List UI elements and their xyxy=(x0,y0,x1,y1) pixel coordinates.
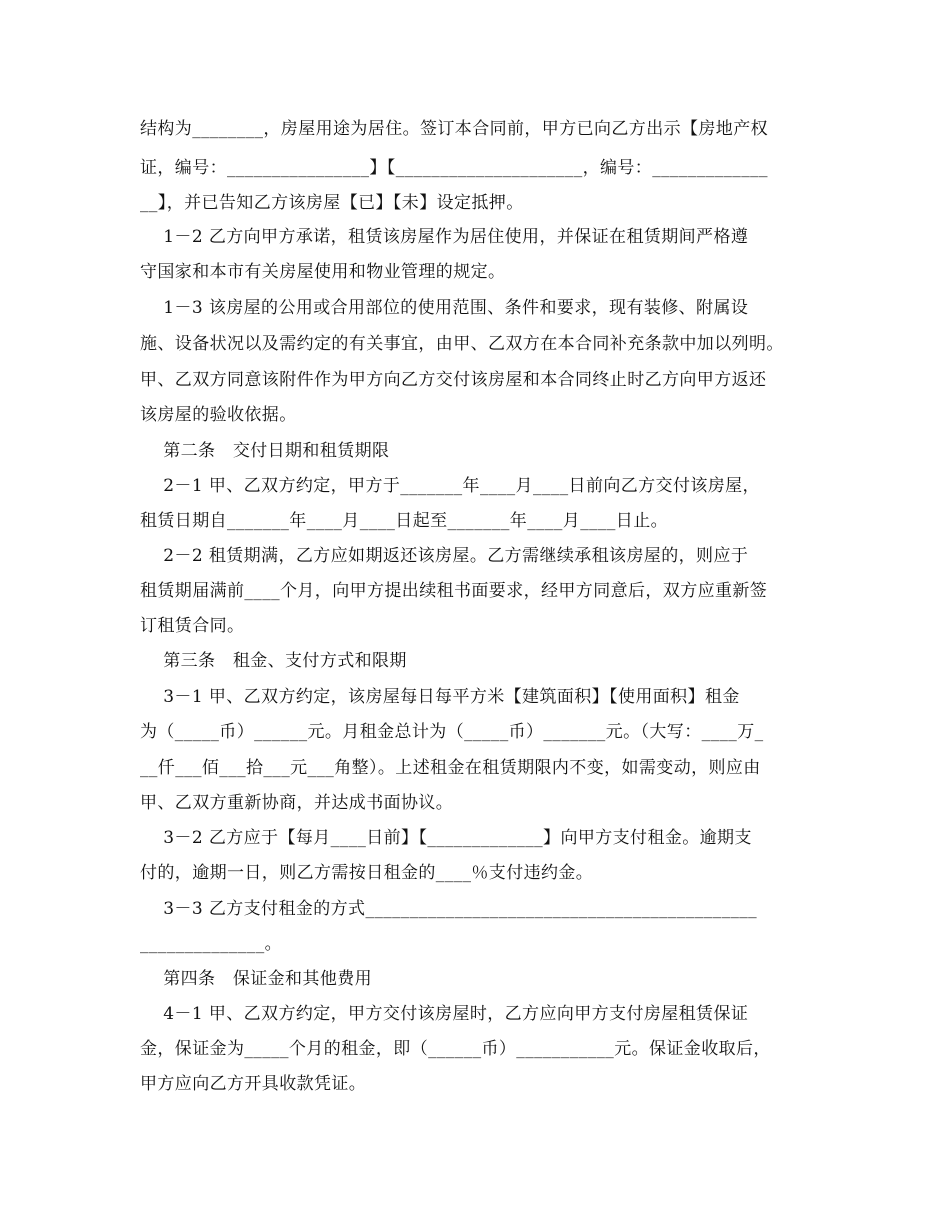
text-line: 2－1 甲、乙双方约定，甲方于_______年____月____日前向乙方交付该房屋， xyxy=(140,476,760,496)
text-line: 3－2 乙方应于【每月____日前】【_____________】向甲方支付租金。逾期支 xyxy=(140,828,752,848)
text-line: 2－2 租赁期满，乙方应如期返还该房屋。乙方需继续承租该房屋的，则应于 xyxy=(140,546,749,566)
text-line: ______________。 xyxy=(140,934,282,954)
text-line: 为（_____币）______元。月租金总计为（_____币）_______元。（大写：____万_ xyxy=(140,722,764,742)
text-line: 3－1 甲、乙双方约定，该房屋每日每平方米【建筑面积】【使用面积】租金 xyxy=(140,687,740,707)
text-line: 甲、乙双方重新协商，并达成书面协议。 xyxy=(140,793,454,813)
text-line: 4－1 甲、乙双方约定，甲方交付该房屋时，乙方应向甲方支付房屋租赁保证 xyxy=(140,1004,749,1024)
text-line: 证，编号：________________】【_____________________，编号：_____________ xyxy=(140,158,768,178)
text-line: 1－3 该房屋的公用或合用部位的使用范围、条件和要求，现有装修、附属设 xyxy=(140,298,749,318)
text-line: 3－3 乙方支付租金的方式____________________________________________ xyxy=(140,899,758,919)
text-line: __】，并已告知乙方该房屋【已】【未】设定抵押。 xyxy=(140,193,524,213)
text-line: 订租赁合同。 xyxy=(140,616,245,636)
text-line: 甲、乙双方同意该附件作为甲方向乙方交付该房屋和本合同终止时乙方向甲方返还 xyxy=(140,370,767,390)
text-line: 施、设备状况以及需约定的有关事宜，由甲、乙双方在本合同补充条款中加以列明。 xyxy=(140,334,784,354)
text-line: __仟___佰___拾___元___角整）。上述租金在租赁期限内不变，如需变动，则应由 xyxy=(140,758,761,778)
text-line: 结构为________，房屋用途为居住。签订本合同前，甲方已向乙方出示【房地产权 xyxy=(140,119,768,139)
section-heading: 第二条 交付日期和租赁期限 xyxy=(140,441,390,461)
text-line: 甲方应向乙方开具收款凭证。 xyxy=(140,1074,367,1094)
text-line: 付的，逾期一日，则乙方需按日租金的____％支付违约金。 xyxy=(140,863,594,883)
text-line: 金，保证金为_____个月的租金，即（______币）___________元。保证金收取后， xyxy=(140,1039,771,1059)
text-line: 该房屋的验收依据。 xyxy=(140,405,297,425)
text-line: 租赁日期自_______年____月____日起至_______年____月____日止。 xyxy=(140,511,668,531)
section-heading: 第三条 租金、支付方式和限期 xyxy=(140,651,407,671)
text-line: 守国家和本市有关房屋使用和物业管理的规定。 xyxy=(140,262,506,282)
text-line: 租赁期届满前____个月，向甲方提出续租书面要求，经甲方同意后，双方应重新签 xyxy=(140,581,768,601)
section-heading: 第四条 保证金和其他费用 xyxy=(140,969,373,989)
text-line: 1－2 乙方向甲方承诺，租赁该房屋作为居住使用，并保证在租赁期间严格遵 xyxy=(140,227,749,247)
